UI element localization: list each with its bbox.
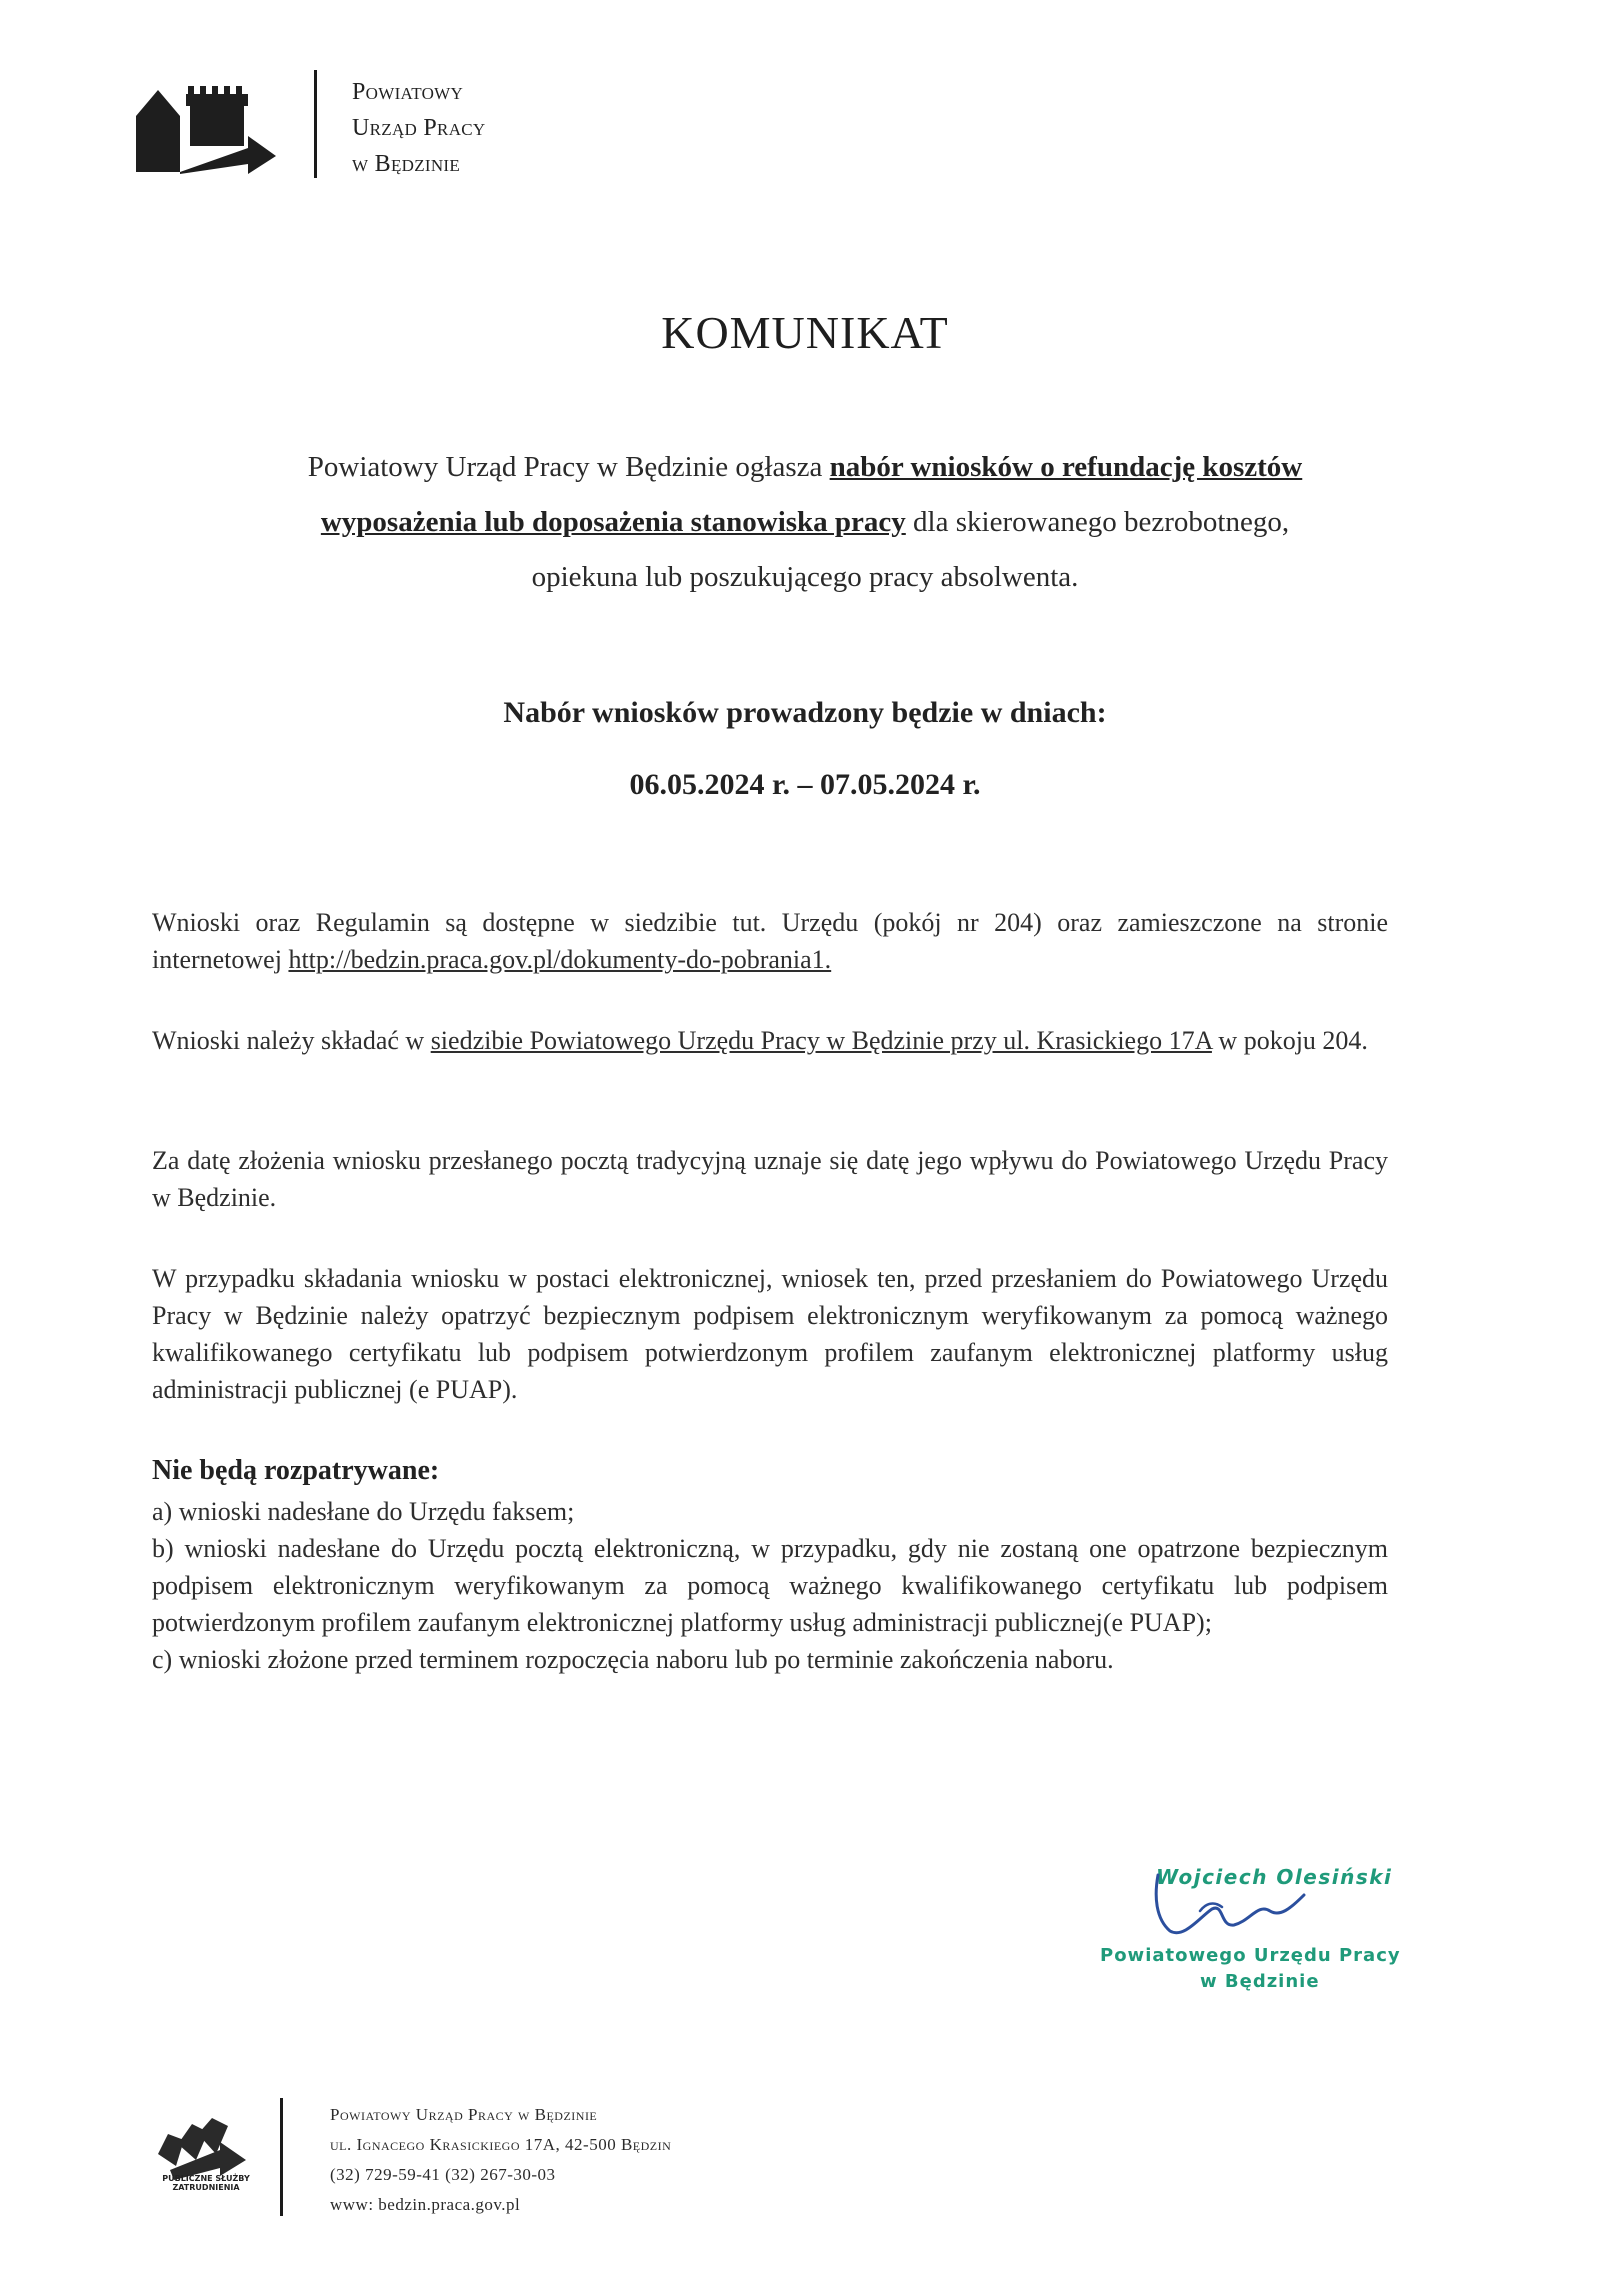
availability-text: Wnioski oraz Regulamin są dostępne w siedzibie tut. Urzędu (pokój nr 204) oraz zamieszczone na stronie internetowej <box>152 908 1388 974</box>
org-name-line-3: w Będzinie <box>352 151 461 177</box>
footer-phones: (32) 729-59-41 (32) 267-30-03 <box>330 2165 556 2184</box>
footer-address: ul. Ignacego Krasickiego 17A, 42-500 Będzin <box>330 2135 672 2154</box>
rejected-section <box>152 1452 1388 1678</box>
submission-text: Wnioski należy składać w <box>152 1026 431 1055</box>
period-heading: Nabór wniosków prowadzony będzie w dniach: <box>503 696 1107 729</box>
rejected-item-c: c) wnioski złożone przed terminem rozpoczęcia naboru lub po terminie zakończenia naboru. <box>152 1645 1114 1674</box>
footer-website[interactable]: www: bedzin.praca.gov.pl <box>330 2195 521 2214</box>
header-divider <box>314 70 317 178</box>
office-address: siedzibie Powiatowego Urzędu Pracy w Będzinie przy ul. Krasickiego 17A <box>430 1026 1212 1055</box>
org-name-line-1: Powiatowy <box>352 79 464 105</box>
rejected-heading: Nie będą rozpatrywane: <box>152 1455 440 1486</box>
intro-text-1: Powiatowy Urząd Pracy w Będzinie ogłasza <box>307 451 830 483</box>
intro-bold-1: nabór wniosków o refundację kosztów <box>829 451 1303 483</box>
psz-logo-text: PUBLICZNE SŁUŻBY ZATRUDNIENIA <box>162 2174 250 2192</box>
stamp-name: Wojciech Olesiński <box>1156 1865 1393 1889</box>
paragraph-availability <box>152 904 1388 978</box>
pup-logo-icon <box>128 76 278 176</box>
documents-link[interactable]: http://bedzin.praca.gov.pl/dokumenty-do-pobrania1. <box>288 945 832 974</box>
footer-divider <box>280 2098 283 2216</box>
org-name-line-2: Urząd Pracy <box>352 115 486 141</box>
rejected-item-a: a) wnioski nadesłane do Urzędu faksem; <box>152 1497 575 1526</box>
intro-bold-2: wyposażenia lub doposażenia stanowiska pracy <box>320 506 906 538</box>
paragraph-submission <box>152 1022 1388 1059</box>
document-title: KOMUNIKAT <box>661 307 949 358</box>
intro-paragraph <box>180 440 1430 605</box>
footer-org-name: Powiatowy Urząd Pracy w Będzinie <box>330 2105 598 2124</box>
submission-tail: w pokoju 204. <box>1211 1026 1368 1055</box>
stamp-line-2: Powiatowego Urzędu Pracy <box>1100 1945 1401 1966</box>
director-stamp <box>1100 1865 1430 2015</box>
intro-text-3: opiekuna lub poszukującego pracy absolwenta. <box>531 561 1079 593</box>
handwritten-signature-icon <box>1140 1867 1310 1947</box>
paragraph-electronic: W przypadku składania wniosku w postaci elektronicznej, wniosek ten, przed przesłaniem do Powiatowego Urzędu Pracy w Będzinie należy opatrzyć bezpiecznym podpisem elektronicznym weryfikowanym za pomocą ważnego kwalifikowanego certyfikatu lub podpisem potwierdzonym profilem zaufanym elektronicznej platformy usług administracji publicznej (e PUAP). <box>152 1264 1388 1404</box>
paragraph-postal-date: Za datę złożenia wniosku przesłanego pocztą tradycyjną uznaje się datę jego wpływu do Powiatowego Urzędu Pracy w Będzinie. <box>152 1146 1388 1212</box>
stamp-line-3: w Będzinie <box>1200 1971 1320 1992</box>
rejected-item-b: b) wnioski nadesłane do Urzędu pocztą elektroniczną, w przypadku, gdy nie zostaną one opatrzone bezpiecznym podpisem elektronicznym weryfikowanym za pomocą ważnego kwalifikowanego certyfikatu lub podpisem potwierdzonym profilem zaufanym elektronicznej platformy usług administracji publicznej(e PUAP); <box>152 1534 1388 1637</box>
footer-contact <box>330 2100 671 2220</box>
organization-name <box>352 74 486 182</box>
intro-text-2: dla skierowanego bezrobotnego, <box>905 506 1290 538</box>
period-dates: 06.05.2024 r. – 07.05.2024 r. <box>629 768 981 801</box>
